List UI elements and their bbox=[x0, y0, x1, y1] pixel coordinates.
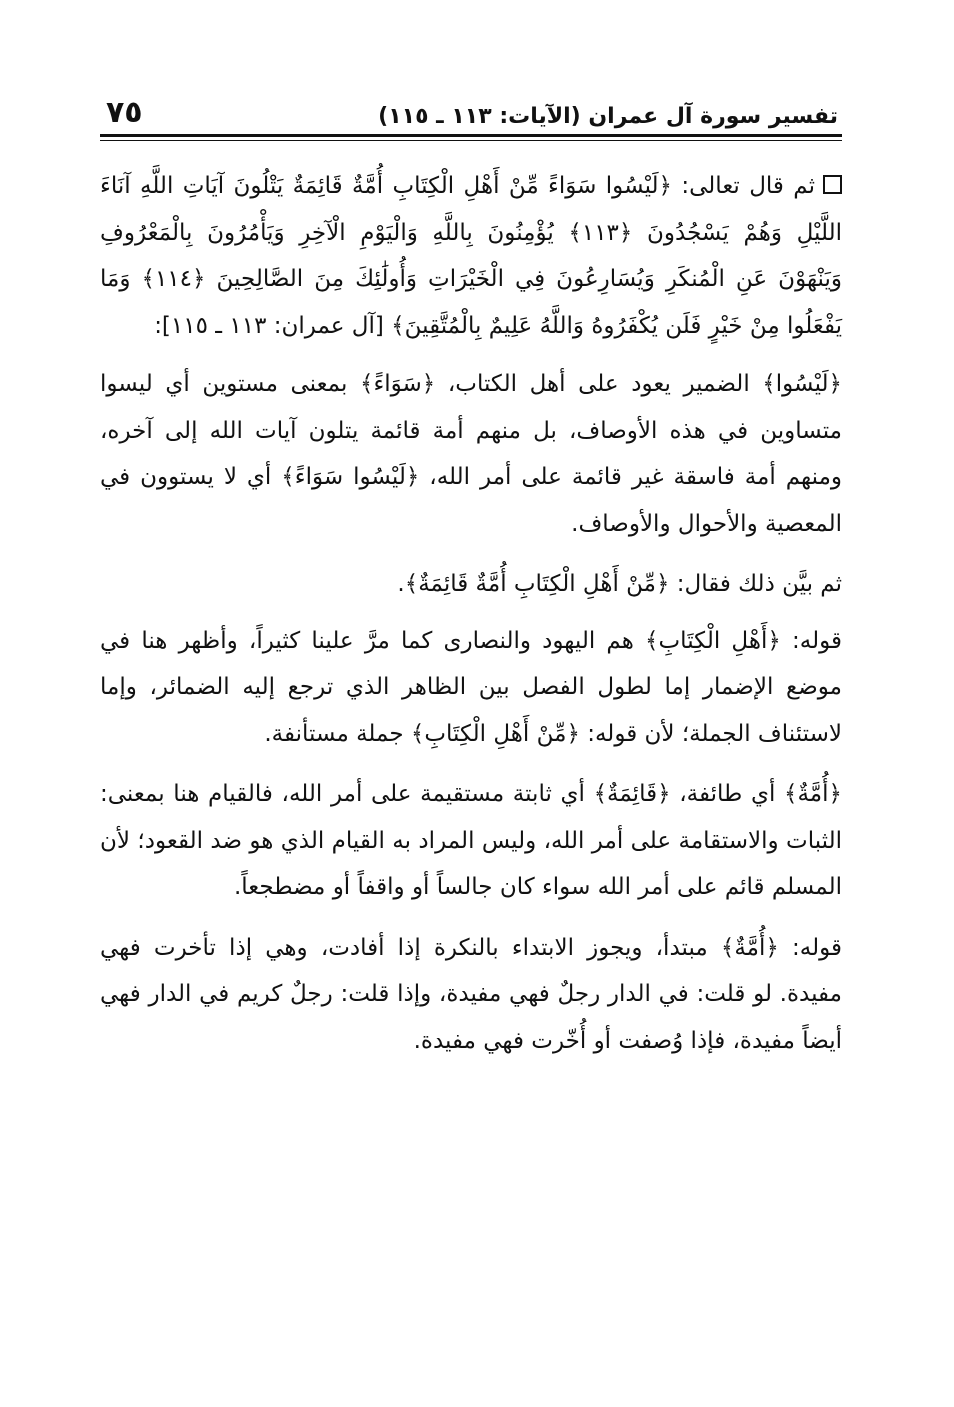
paragraph-bayyana: ثم بيَّن ذلك فقال: ﴿مِّنْ أَهْلِ الْكِتَابِ أُمَّةٌ قَائِمَةٌ﴾. bbox=[397, 571, 842, 597]
paragraph-verse-intro bbox=[100, 163, 842, 349]
paragraph-laysu: ﴿لَيْسُوا﴾ الضمير يعود على أهل الكتاب، ﴿سَوَاءً﴾ بمعنى مستوين أي ليسوا متساوين في هذه الأوصاف، بل منهم أمة قائمة يتلون آيات الله إلى آخره، ومنهم أمة فاسقة غير قائمة على أمر الله، ﴿لَيْسُوا سَوَاءً﴾ أي لا يستوون في المعصية والأحوال والأوصاف. bbox=[100, 371, 842, 537]
paragraph-ummah: ﴿أُمَّةٌ﴾ أي طائفة، ﴿قَائِمَةٌ﴾ أي ثابتة مستقيمة على أمر الله، فالقيام هنا بمعنى: الثبات والاستقامة على أمر الله، وليس المراد به القيام الذي هو ضد القعود؛ لأن المسلم قائم على أمر الله سواء كان جالساً أو واقفاً أو مضطجعاً. bbox=[100, 781, 842, 900]
paragraph-ahl-alkitab: قوله: ﴿أَهْلِ الْكِتَابِ﴾ هم اليهود والنصارى كما مرَّ علينا كثيراً، وأظهر هنا في موضع الإضمار إما لطول الفصل بين الظاهر الذي ترجع إليه الضمائر، وإما لاستئناف الجملة؛ لأن قوله: ﴿مِّنْ أَهْلِ الْكِتَابِ﴾ جملة مستأنفة. bbox=[100, 627, 842, 747]
page-number: ٧٥ bbox=[106, 95, 143, 130]
book-page bbox=[100, 92, 842, 1342]
running-title: تفسير سورة آل عمران (الآيات: ١١٣ ـ ١١٥) bbox=[378, 104, 838, 129]
square-bullet-icon bbox=[823, 175, 842, 194]
paragraph-mubtada: قوله: ﴿أُمَّةٌ﴾ مبتدأ، ويجوز الابتداء بالنكرة إذا أفادت، وهي إذا تأخرت فهي مفيدة. لو قلت: في الدار رجلٌ فهي مفيدة، وإذا قلت: رجلٌ كريم في الدار فهي أيضاً مفيدة، فإذا وُصفت أو أُخّرت فهي مفيدة. bbox=[100, 934, 842, 1054]
running-header bbox=[100, 92, 842, 128]
header-rule-thin bbox=[100, 140, 842, 141]
header-rule-thick bbox=[100, 134, 842, 137]
paragraph-text: ثم قال تعالى: ﴿لَيْسُوا سَوَاءً مِّنْ أَهْلِ الْكِتَابِ أُمَّةٌ قَائِمَةٌ يَتْلُونَ آيَاتِ اللَّهِ آنَاءَ اللَّيْلِ وَهُمْ يَسْجُدُونَ ﴿١١٣﴾ يُؤْمِنُونَ بِاللَّهِ وَالْيَوْمِ الْآخِرِ وَيَأْمُرُونَ بِالْمَعْرُوفِ وَيَنْهَوْنَ عَنِ الْمُنكَرِ وَيُسَارِعُونَ فِي الْخَيْرَاتِ وَأُولَٰئِكَ مِنَ الصَّالِحِينَ ﴿١١٤﴾ وَمَا يَفْعَلُوا مِنْ خَيْرٍ فَلَن يُكْفَرُوهُ وَاللَّهُ عَلِيمٌ بِالْمُتَّقِينَ﴾ [آل عمران: ١١٣ ـ ١١٥]: bbox=[100, 173, 842, 339]
page-body bbox=[100, 163, 842, 1064]
